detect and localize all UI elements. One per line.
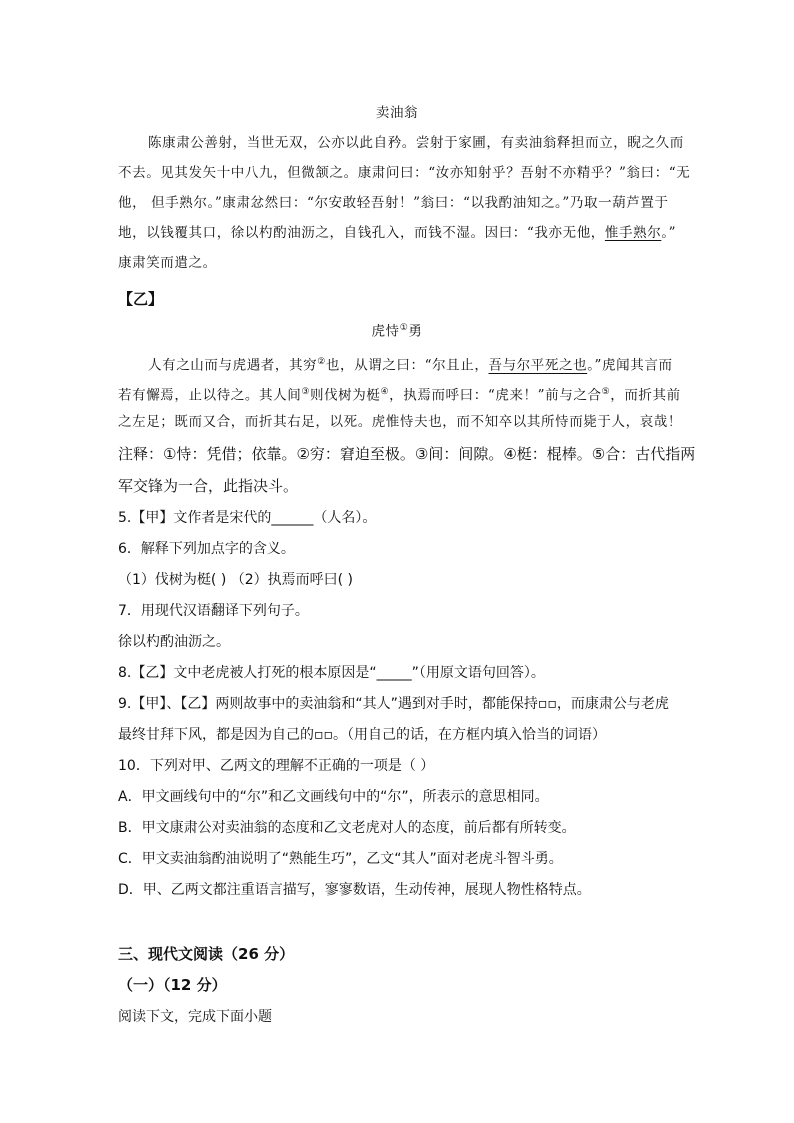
- subsection-heading: （一）（12 分）: [118, 976, 227, 994]
- passage-jia-line-4: [118, 223, 676, 243]
- passage-jia-line-1: 陈康肃公善射，当世无双，公亦以此自矜。尝射于家圃，有卖油翁释担而立，睨之久而: [148, 135, 684, 151]
- passage-yi-line-1: [148, 352, 673, 376]
- reading-instruction: 阅读下文，完成下面小题: [118, 1009, 272, 1025]
- footnote-marker: ③: [301, 387, 310, 397]
- passage-jia-line-4-text: 地，以钱覆其口，徐以杓酌油沥之，自钱孔入，而钱不湿。因曰：“我亦无他，: [118, 225, 605, 241]
- passage-yi-title: [0, 318, 794, 342]
- question-5: 5.【甲】文作者是宋代的______（人名）。: [118, 510, 377, 526]
- footnote-marker: ⑤: [601, 387, 611, 397]
- footnote-marker: ②: [317, 357, 326, 367]
- underlined-sentence-jia: 惟手熟尔: [604, 225, 662, 241]
- passage-jia-title: 卖油翁: [375, 105, 419, 121]
- question-8: 8.【乙】文中老虎被人打死的根本原因是“_____”（用原文语句回答）。: [118, 665, 545, 681]
- passage-yi-label: 【乙】: [118, 290, 164, 308]
- question-6-items: （1）伐树为梃( ) （2）执焉而呼曰( ): [118, 572, 354, 588]
- passage-yi-line-1-tail: 。”虎闻其言而: [587, 357, 673, 374]
- question-9-line-1: 9.【甲】、【乙】两则故事中的卖油翁和“其人”遇到对手时，都能保持▫▫，而康肃公与老虎: [118, 696, 669, 712]
- underlined-sentence-yi: 吾与尔平死之也: [488, 357, 588, 374]
- passage-yi-line-2-b: 则伐树为梃: [309, 387, 381, 404]
- passage-yi-line-1-mid: 也，从谓之曰：“尔且止，: [325, 357, 489, 374]
- question-9-line-2: 最终甘拜下风，都是因为自己的▫▫。（用自己的话，在方框内填入恰当的词语）: [118, 727, 606, 743]
- passage-yi-title-pre: 虎恃: [371, 323, 400, 340]
- passage-jia-line-4-tail: 。”: [661, 225, 677, 241]
- passage-yi-line-2-d: ，而折其前: [610, 387, 681, 404]
- passage-yi-line-1-text: 人有之山而与虎遇者，其穷: [148, 357, 318, 374]
- question-7: 7．用现代汉语翻译下列句子。: [118, 603, 309, 619]
- option-a: A．甲文画线句中的“尔”和乙文画线句中的“尔”，所表示的意思相同。: [118, 789, 549, 805]
- question-6: 6．解释下列加点字的含义。: [118, 541, 295, 557]
- option-c: C．甲文卖油翁酌油说明了“熟能生巧”，乙文“其人”面对老虎斗智斗勇。: [118, 851, 563, 867]
- passage-yi-line-2: [118, 382, 681, 406]
- passage-jia-line-5: 康肃笑而遣之。: [118, 255, 217, 271]
- passage-jia-line-3: 他， 但手熟尔。”康肃忿然曰：“尔安敢轻吾射！”翁曰：“以我酌油知之。”乃取一葫芦置于: [118, 195, 669, 211]
- notes-line-2: 军交锋为一合，此指决斗。: [118, 477, 299, 495]
- section-heading: 三、现代文阅读（26 分）: [118, 945, 295, 963]
- passage-yi-line-3: 之左足；既而又合，而折其右足，以死。虎惟恃夫也，而不知卒以其所恃而毙于人，哀哉！: [118, 414, 682, 430]
- footnote-marker: ④: [380, 387, 390, 397]
- passage-yi-title-post: 勇: [408, 323, 423, 340]
- notes-line-1: 注释：①恃：凭借；依靠。②穷：窘迫至极。③间：间隙。④梃：棍棒。⑤合：古代指两: [118, 445, 696, 463]
- passage-yi-line-2-c: ，执焉而呼曰：“虎来！”前与之合: [389, 387, 602, 404]
- footnote-marker: ①: [399, 323, 409, 333]
- passage-jia-line-2: 不去。见其发矢十中八九，但微颔之。康肃问曰：“汝亦知射乎？吾射不亦精乎？”翁曰：“无: [118, 165, 691, 181]
- question-7-sentence: 徐以杓酌油沥之。: [118, 634, 230, 650]
- passage-yi-line-2-a: 若有懈焉，止以待之。其人间: [118, 387, 302, 404]
- option-b: B．甲文康肃公对卖油翁的态度和乙文老虎对人的态度，前后都有所转变。: [118, 820, 576, 836]
- option-d: D．甲、乙两文都注重语言描写，寥寥数语，生动传神，展现人物性格特点。: [118, 882, 591, 898]
- question-10: 10．下列对甲、乙两文的理解不正确的一项是（ ）: [118, 758, 435, 774]
